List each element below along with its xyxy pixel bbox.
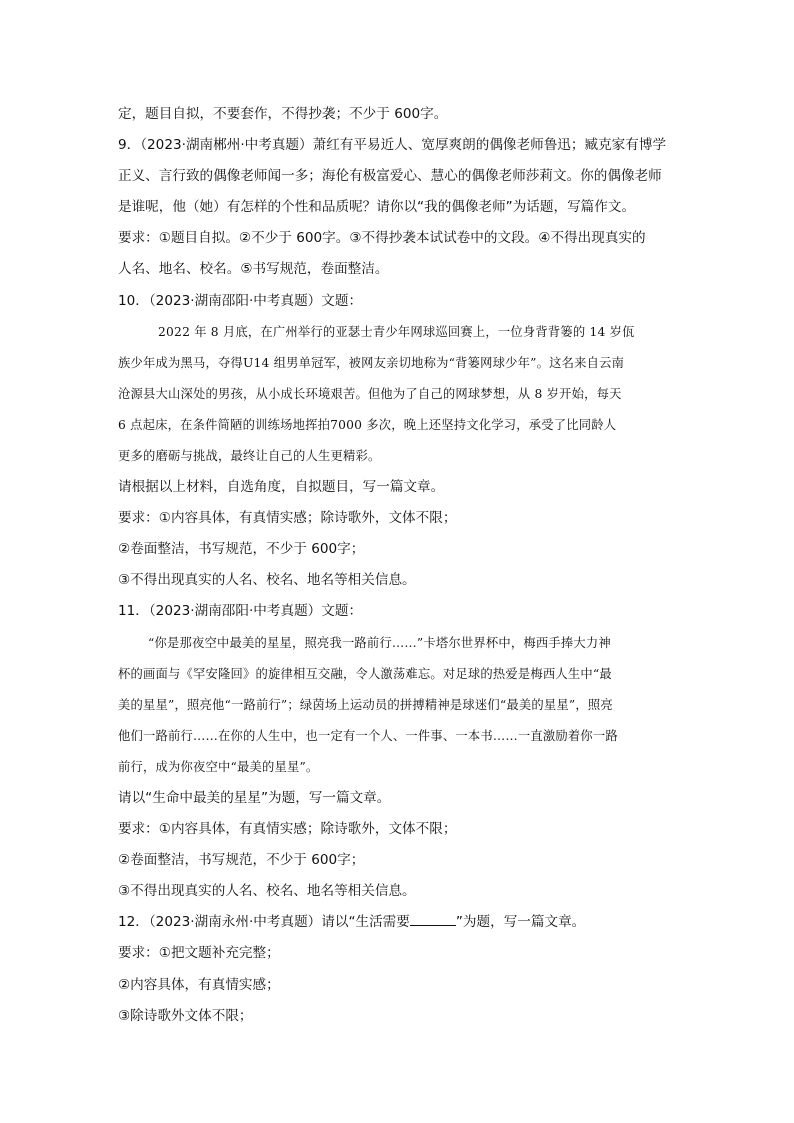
text-line: 人名、地名、校名。⑤书写规范，卷面整洁。 [118,261,389,277]
requirements-line: 要求：①题目自拟。②不少于 600字。③不得抄袭本试试卷中的文段。④不得出现真实的 [118,230,646,246]
requirements-line: ③除诗歌外文体不限； [118,1008,253,1024]
text-line: 请根据以上材料，自选角度，自拟题目，写一篇文章。 [118,479,445,495]
question-12-suffix: ”为题，写一篇文章。 [455,914,586,930]
requirements-line: 要求：①内容具体，有真情实感；除诗歌外，文体不限； [118,821,457,837]
question-10-heading: 10．（2023·湖南邵阳·中考真题）文题： [118,293,363,309]
material-line: 他们一路前行……在你的人生中，也一定有一个人、一件事、一本书……一直激励着你一路 [118,729,618,743]
material-line: 杯的画面与《罕安隆回》的旋律相互交融，令人激荡难忘。对足球的热爱是梅西人生中“最 [118,667,612,681]
material-line: 6 点起床，在条件简陋的训练场地挥拍7000 多次，晚上还坚持文化学习，承受了比同龄人 [118,418,617,432]
requirements-line: 要求：①内容具体，有真情实感；除诗歌外，文体不限； [118,510,457,526]
requirements-line: ②卷面整洁，书写规范，不少于 600字； [118,541,365,557]
question-9-heading: 9．（2023·湖南郴州·中考真题）萧红有平易近人、宽厚爽朗的偶像老师鲁迅；臧克家有博学 [118,137,667,153]
material-line: 更多的磨砺与挑战，最终让自己的人生更精彩。 [118,449,381,463]
question-12-heading [118,913,698,931]
material-line: 沧源县大山深处的男孩，从小成长环境艰苦。但他为了自己的网球梦想，从 8 岁开始，每天 [118,387,622,401]
text-line: 请以“生命中最美的星星”为题，写一篇文章。 [118,790,391,806]
question-12-prefix: 12．（2023·湖南永州·中考真题）请以“生活需要 [118,914,410,930]
text-line: 正义、言行致的偶像老师闻一多；海伦有极富爱心、慧心的偶像老师莎莉文。你的偶像老师 [118,168,662,184]
requirements-line: ③不得出现真实的人名、校名、地名等相关信息。 [118,883,416,899]
material-line: 美的星星”，照亮他“一路前行”；绿茵场上运动员的拼搏精神是球迷们“最美的星星”，照亮 [118,698,613,712]
question-11-heading: 11．（2023·湖南邵阳·中考真题）文题： [118,603,363,619]
material-line: 族少年成为黑马，夺得U14 组男单冠军，被网友亲切地称为“背篓网球少年”。这名来自云南 [118,356,625,370]
material-line: “你是那夜空中最美的星星，照亮我一路前行……”卡塔尔世界杯中，梅西手捧大力神 [148,636,611,650]
text-line: 定，题目自拟，不要套作，不得抄袭；不少于 600字。 [118,106,448,122]
fill-in-blank [410,913,456,926]
requirements-line: 要求：①把文题补充完整； [118,945,280,961]
material-line: 前行，成为你夜空中“最美的星星”。 [118,760,319,774]
requirements-line: ②卷面整洁，书写规范，不少于 600字； [118,852,365,868]
requirements-line: ②内容具体，有真情实感； [118,977,280,993]
requirements-line: ③不得出现真实的人名、校名、地名等相关信息。 [118,572,416,588]
text-line: 是谁呢，他（她）有怎样的个性和品质呢？请你以“我的偶像老师”为话题，写篇作文。 [118,199,636,215]
material-line: 2022 年 8 月底，在广州举行的亚瑟士青少年网球巡回赛上，一位身背背篓的 14 岁佤 [158,325,635,339]
